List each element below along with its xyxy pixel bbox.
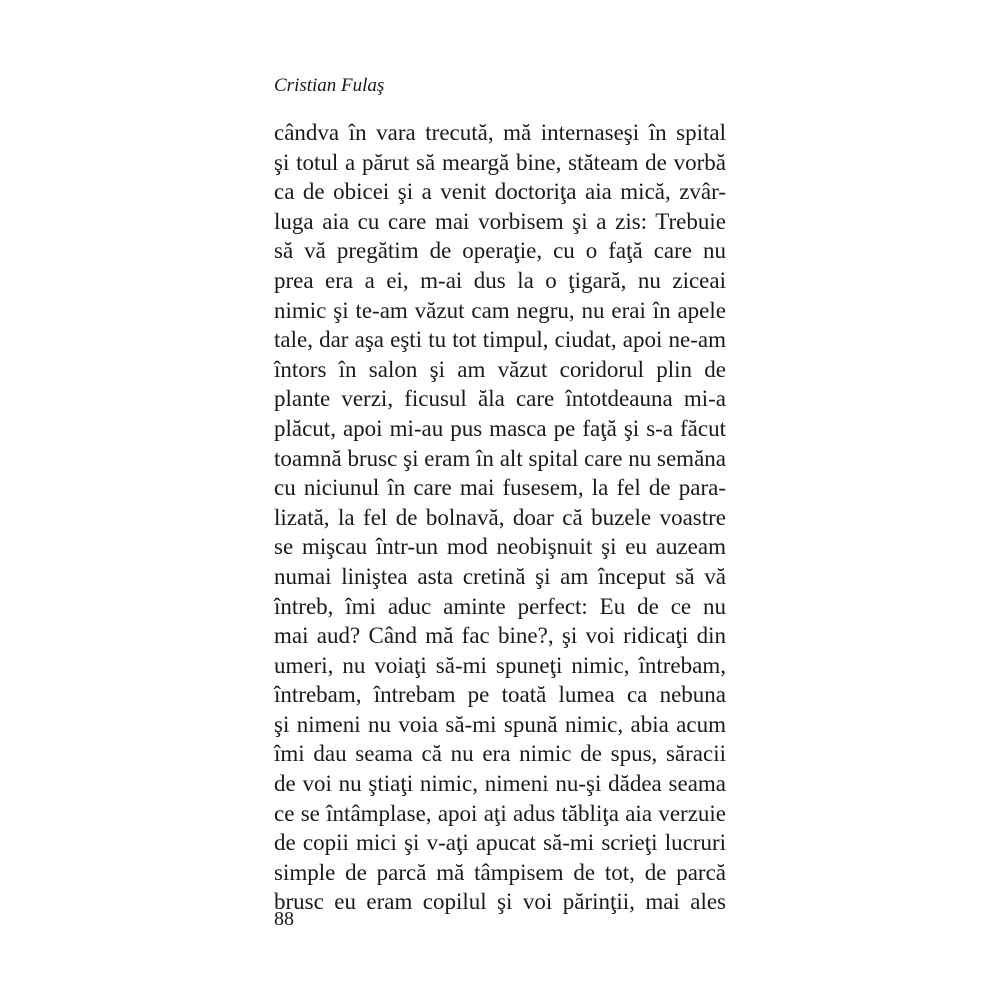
text-line: şi totul a părut să meargă bine, stăteam de vorbă xyxy=(274,149,726,175)
body-text xyxy=(274,118,726,917)
text-line: tale, dar aşa eşti tu tot timpul, ciudat, apoi ne-am xyxy=(274,327,726,353)
text-line: de copii mici şi v-aţi apucat să-mi scrieţi lucruri xyxy=(274,830,726,856)
text-line: simple de parcă mă tâmpisem de tot, de parcă xyxy=(274,859,726,885)
text-line: luga aia cu care mai vorbisem şi a zis: Trebuie xyxy=(274,208,726,234)
text-line: cu niciunul în care mai fusesem, la fel de para- xyxy=(274,475,726,501)
text-line: prea era a ei, m-ai dus la o ţigară, nu ziceai xyxy=(274,267,726,293)
text-line: lizată, la fel de bolnavă, doar că buzele voastre xyxy=(274,504,726,530)
text-line: brusc eu eram copilul şi voi părinţii, mai ales xyxy=(274,889,726,915)
text-line: ca de obicei şi a venit doctoriţa aia mică, zvâr- xyxy=(274,179,726,205)
text-line: nimic şi te-am văzut cam negru, nu erai în apele xyxy=(274,297,726,323)
text-line: ce se întâmplase, apoi aţi adus tăbliţa aia verzuie xyxy=(274,800,726,826)
text-line: îmi dau seama că nu era nimic de spus, săracii xyxy=(274,741,726,767)
text-line: să vă pregătim de operaţie, cu o faţă care nu xyxy=(274,238,726,264)
text-line: plante verzi, ficusul ăla care întotdeauna mi-a xyxy=(274,386,726,412)
text-line: întors în salon şi am văzut coridorul plin de xyxy=(274,356,726,382)
text-line: mai aud? Când mă fac bine?, şi voi ridicaţi din xyxy=(274,623,726,649)
text-line: de voi nu ştiaţi nimic, nimeni nu-şi dădea seama xyxy=(274,771,726,797)
text-line: se mişcau într-un mod neobişnuit şi eu auzeam xyxy=(274,534,726,560)
text-line: cândva în vara trecută, mă internaseşi în spital xyxy=(274,120,726,145)
text-line: numai liniştea asta cretină şi am început să vă xyxy=(274,563,726,589)
text-line: toamnă brusc şi eram în alt spital care nu semăna xyxy=(274,445,726,471)
text-line: umeri, nu voiaţi să-mi spuneţi nimic, întrebam, xyxy=(274,652,726,678)
text-line: şi nimeni nu voia să-mi spună nimic, abia acum xyxy=(274,711,726,737)
running-head-author: Cristian Fulaş xyxy=(274,75,385,96)
text-line: întreb, îmi aduc aminte perfect: Eu de ce nu xyxy=(274,593,726,619)
text-line: întrebam, întrebam pe toată lumea ca nebuna xyxy=(274,682,726,708)
page-number: 88 xyxy=(274,908,294,930)
text-line: plăcut, apoi mi-au pus masca pe faţă şi s-a făcut xyxy=(274,415,726,441)
